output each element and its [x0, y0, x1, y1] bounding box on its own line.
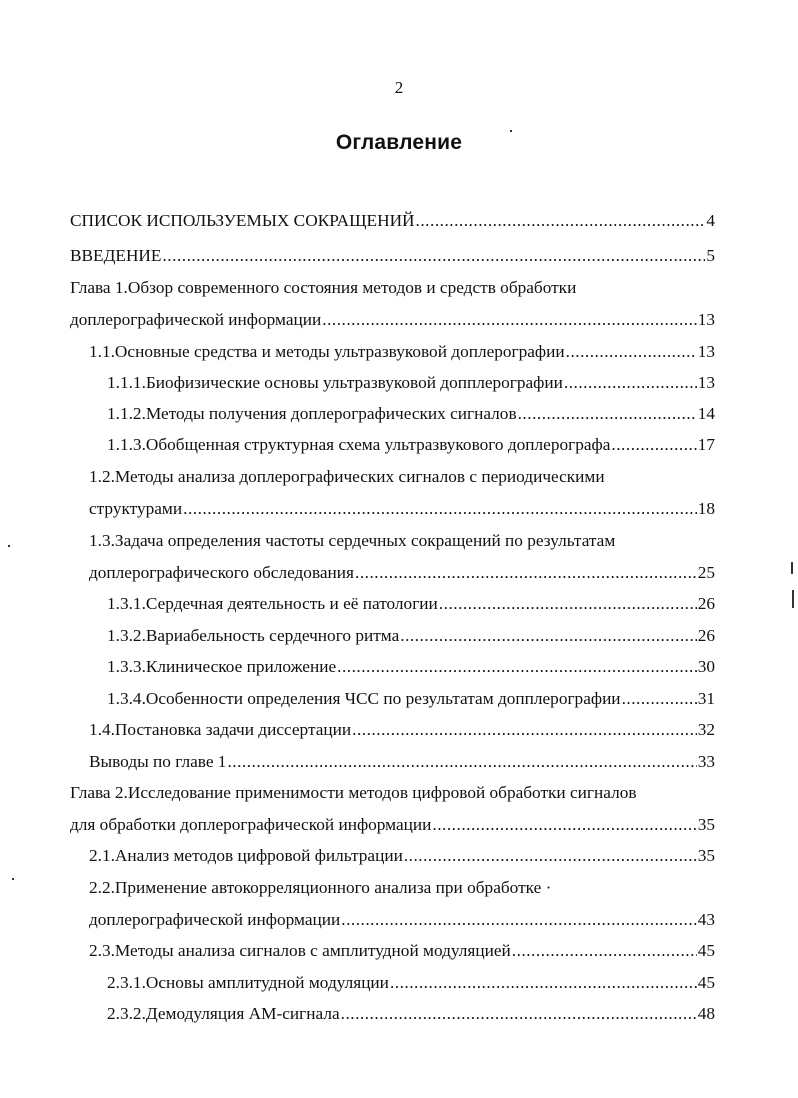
toc-entry	[107, 370, 715, 396]
toc-entry-title: 1.4.Постановка задачи диссертации	[89, 720, 352, 739]
toc-entry	[107, 591, 715, 617]
toc-entry-page: 30	[697, 657, 715, 676]
toc-entry-page: 35	[697, 815, 715, 834]
toc-leader-dots	[337, 654, 697, 680]
toc-leader-dots	[352, 717, 697, 743]
toc-entry	[70, 243, 715, 269]
toc-leader-dots	[518, 401, 697, 427]
toc-entry-title: доплерографического обследования	[89, 563, 354, 582]
toc-entry-page: 4	[706, 211, 715, 230]
toc-entry-page: 45	[697, 973, 715, 992]
toc-entry-page: 26	[697, 626, 715, 645]
toc-entry	[89, 560, 715, 586]
toc-entry-page: 17	[697, 435, 715, 454]
toc-leader-dots	[341, 1001, 697, 1027]
toc-leader-dots	[162, 243, 705, 269]
toc-entry-title: Глава 1.Обзор современного состояния методов и средств обработки	[70, 278, 577, 297]
toc-entry-title: ВВЕДЕНИЕ	[70, 246, 162, 265]
toc-entry	[89, 339, 715, 365]
toc-leader-dots	[322, 307, 696, 333]
toc-entry-title: 2.2.Применение автокорреляционного анализа при обработке ·	[89, 878, 552, 897]
toc-entry-title: 1.1.2.Методы получения доплерографических сигналов	[107, 404, 517, 423]
toc-entry	[89, 907, 715, 933]
toc-entry	[70, 307, 715, 333]
toc-entry	[89, 496, 715, 522]
toc-entry-title: доплерографической информации	[89, 910, 341, 929]
toc-entry-title: 2.1.Анализ методов цифровой фильтрации	[89, 846, 403, 865]
toc-leader-dots	[622, 686, 697, 712]
toc-entry-line	[70, 780, 715, 806]
toc-entry	[89, 717, 715, 743]
toc-leader-dots	[432, 812, 696, 838]
toc-leader-dots	[512, 938, 697, 964]
scan-speck	[12, 878, 14, 880]
toc-leader-dots	[416, 208, 706, 234]
toc-entry-title: 1.1.3.Обобщенная структурная схема ультразвукового доплерографа	[107, 435, 611, 454]
toc-entry	[107, 686, 715, 712]
toc-entry-line	[70, 275, 715, 301]
toc-entry	[107, 654, 715, 680]
scan-speck	[792, 590, 794, 608]
toc-entry-title: 1.1.Основные средства и методы ультразвуковой доплерографии	[89, 342, 565, 361]
toc-entry-title: Глава 2.Исследование применимости методов цифровой обработки сигналов	[70, 783, 637, 802]
toc-entry	[107, 1001, 715, 1027]
page-title: Оглавление	[335, 131, 463, 154]
toc-entry	[70, 208, 715, 234]
toc-entry-page: 31	[697, 689, 715, 708]
toc-entry-page: 13	[697, 342, 715, 361]
toc-entry-page: 26	[697, 594, 715, 613]
toc-entry-title: для обработки доплерографической информации	[70, 815, 432, 834]
toc-entry-line	[89, 528, 715, 554]
toc-entry-page: 25	[697, 563, 715, 582]
toc-leader-dots	[564, 370, 697, 396]
toc-leader-dots	[390, 970, 697, 996]
toc-entry-title: 1.1.1.Биофизические основы ультразвуковой допплерографии	[107, 373, 563, 392]
toc-entry-line	[89, 875, 715, 901]
toc-entry-title: 1.3.4.Особенности определения ЧСС по результатам допплерографии	[107, 689, 621, 708]
toc-entry-title: 1.3.Задача определения частоты сердечных сокращений по результатам	[89, 531, 616, 550]
toc-leader-dots	[611, 432, 696, 458]
toc-entry-page: 13	[697, 310, 715, 329]
toc-entry-title: доплерографической информации	[70, 310, 322, 329]
toc-leader-dots	[439, 591, 697, 617]
scan-speck	[8, 545, 10, 547]
toc-entry-title: 2.3.1.Основы амплитудной модуляции	[107, 973, 389, 992]
scan-speck	[510, 130, 512, 132]
toc-entry-page: 48	[697, 1004, 715, 1023]
toc-entry	[107, 432, 715, 458]
toc-entry-page: 18	[697, 499, 715, 518]
toc-entry	[107, 623, 715, 649]
page-number: 2	[394, 78, 404, 97]
toc-leader-dots	[404, 843, 697, 869]
toc-entry-page: 33	[697, 752, 715, 771]
toc-entry	[89, 843, 715, 869]
toc-entry-title: 1.3.1.Сердечная деятельность и её патологии	[107, 594, 438, 613]
toc-leader-dots	[183, 496, 697, 522]
toc-entry-page: 14	[697, 404, 715, 423]
toc-entry-line	[89, 464, 715, 490]
toc-leader-dots	[355, 560, 697, 586]
toc-entry-page: 35	[697, 846, 715, 865]
toc-entry-title: 1.3.2.Вариабельность сердечного ритма	[107, 626, 400, 645]
toc-entry-title: СПИСОК ИСПОЛЬЗУЕМЫХ СОКРАЩЕНИЙ	[70, 211, 415, 230]
toc-entry-page: 43	[697, 910, 715, 929]
toc-entry-title: 2.3.2.Демодуляция АМ-сигнала	[107, 1004, 340, 1023]
toc-entry	[89, 749, 715, 775]
toc-entry-page: 45	[697, 941, 715, 960]
scan-speck	[791, 562, 793, 574]
toc-leader-dots	[566, 339, 697, 365]
toc-entry	[107, 401, 715, 427]
toc-leader-dots	[341, 907, 696, 933]
toc-leader-dots	[400, 623, 696, 649]
toc-leader-dots	[227, 749, 696, 775]
toc-entry	[70, 812, 715, 838]
toc-entry-page: 13	[697, 373, 715, 392]
toc-entry-page: 32	[697, 720, 715, 739]
toc-entry	[107, 970, 715, 996]
toc-entry-title: 1.3.3.Клиническое приложение	[107, 657, 337, 676]
toc-entry	[89, 938, 715, 964]
toc-entry-title: структурами	[89, 499, 183, 518]
toc-entry-page: 5	[706, 246, 715, 265]
toc-entry-title: 2.3.Методы анализа сигналов с амплитудной модуляцией	[89, 941, 511, 960]
toc-entry-title: Выводы по главе 1	[89, 752, 227, 771]
toc-entry-title: 1.2.Методы анализа доплерографических сигналов с периодическими	[89, 467, 605, 486]
